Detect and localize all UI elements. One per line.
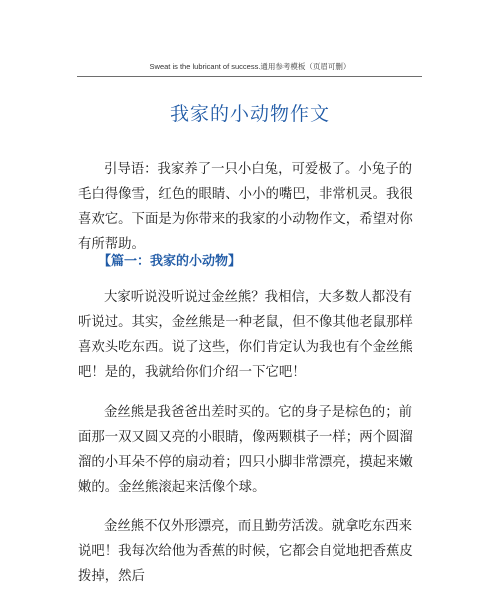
document-title: 我家的小动物作文 (169, 103, 330, 125)
body-paragraph-3: 金丝熊不仅外形漂亮，而且勤劳活泼。就拿吃东西来说吧！我每次给他为香蕉的时候，它都会自觉地把香蕉皮拨掉，然后 (78, 519, 413, 584)
body-paragraph-1: 大家听说没听说过金丝熊？我相信，大多数人都没有听说过。其实，金丝熊是一种老鼠，但不像其他老鼠那样喜欢头吃东西。说了这些，你们肯定认为我也有个金丝熊吧！是的，我就给你们介绍一下它吧！ (78, 290, 413, 380)
header-divider (77, 76, 422, 77)
intro-paragraph: 引导语：我家养了一只小白兔，可爱极了。小兔子的毛白得像雪，红色的眼睛、小小的嘴巴，非常机灵。我很喜欢它。下面是为你带来的我家的小动物作文，希望对你有所帮助。 (78, 162, 413, 252)
page-header-text: Sweat is the lubricant of success.通用参考模板（页眉可删） (149, 62, 351, 71)
section-heading: 【篇一：我家的小动物】 (98, 254, 242, 269)
body-paragraph-2: 金丝熊是我爸爸出差时买的。它的身子是棕色的；前面那一双又圆又亮的小眼睛，像两颗棋子一样；两个圆溜溜的小耳朵不停的扇动着；四只小脚非常漂亮，摸起来嫩嫩的。金丝熊滚起来活像个球。 (78, 405, 413, 495)
